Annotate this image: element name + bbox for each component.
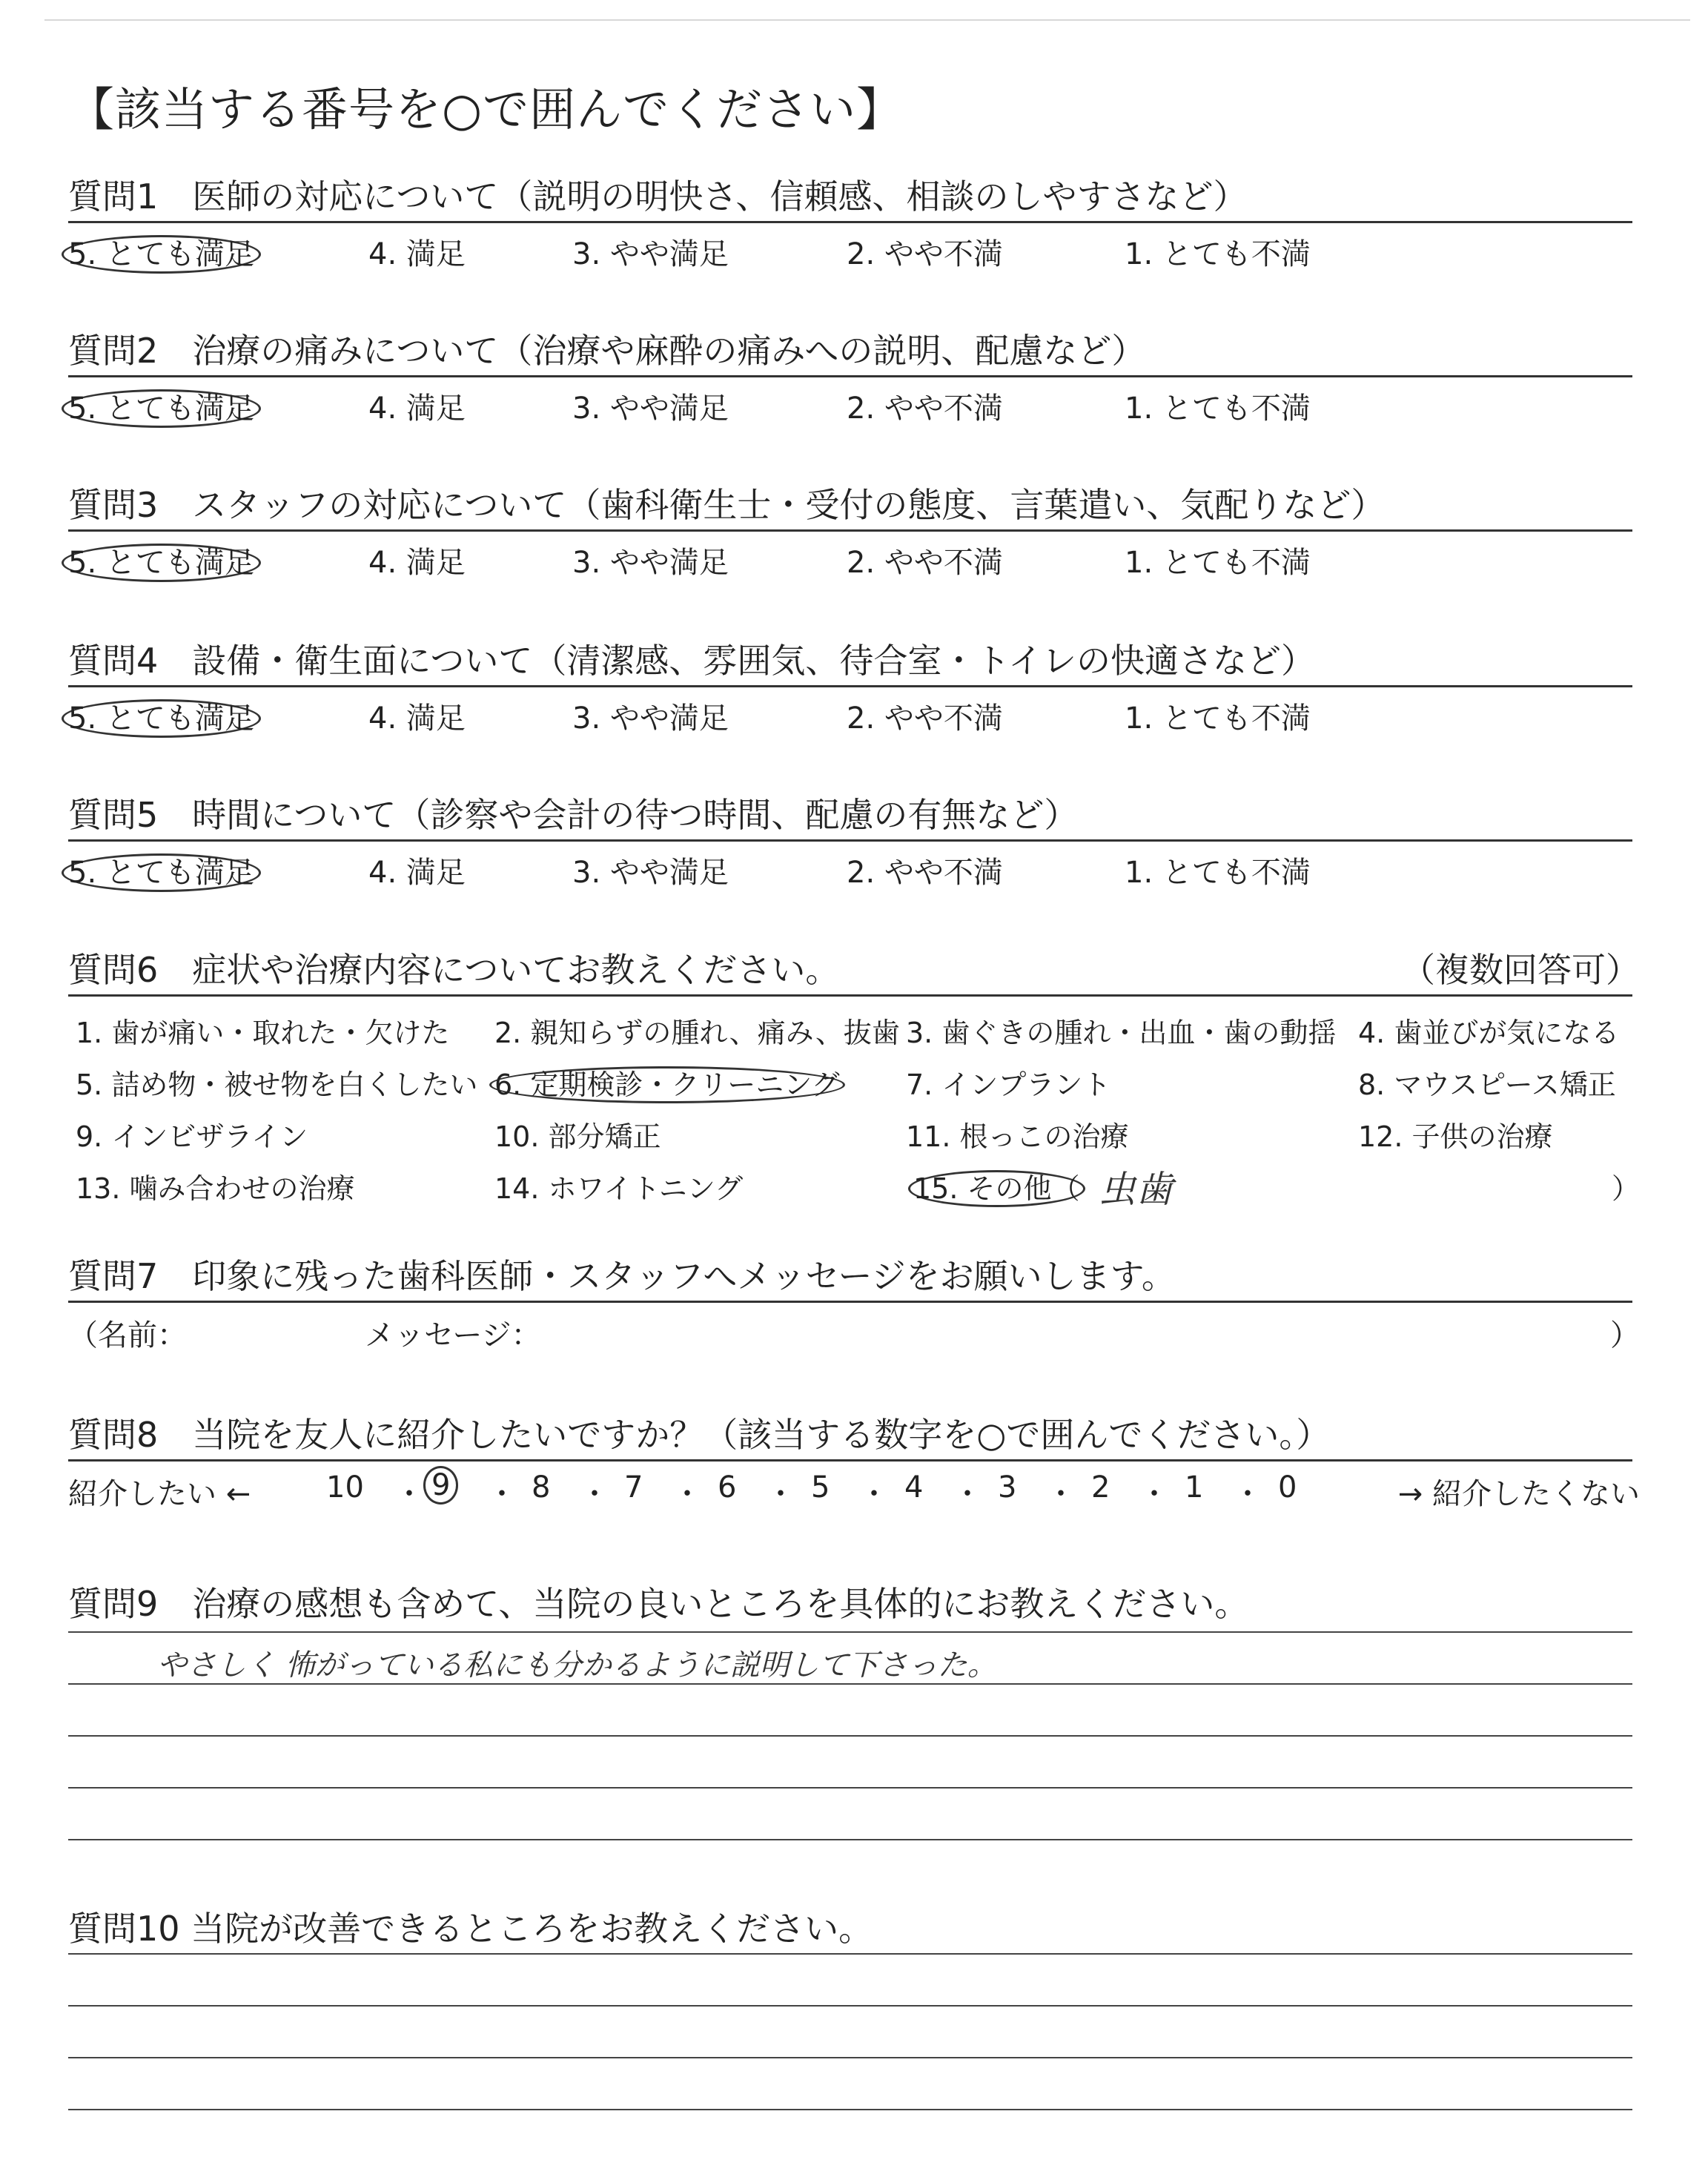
multiple-answer-note: （複数回答可） (1401, 950, 1640, 990)
option-3[interactable]: 3. やや満足 (572, 392, 729, 426)
symptom-7[interactable]: 7. インプラント (906, 1069, 1111, 1101)
symptom-12[interactable]: 12. 子供の治療 (1358, 1120, 1553, 1153)
option-3[interactable]: 3. やや満足 (572, 856, 729, 890)
answer-line (68, 1839, 1632, 1840)
scale-3[interactable]: 3 (998, 1470, 1017, 1505)
scale-right-label: → 紹介したくない (1397, 1477, 1640, 1511)
question-6 (68, 945, 1640, 1212)
other-answer[interactable]: 虫歯 (1099, 1168, 1173, 1211)
option-1[interactable]: 1. とても不満 (1125, 546, 1311, 580)
name-label: （名前： (68, 1318, 187, 1353)
option-1[interactable]: 1. とても不満 (1125, 392, 1311, 426)
symptom-15[interactable]: 15. その他（ (913, 1166, 1085, 1206)
message-label[interactable]: メッセージ： (365, 1318, 541, 1353)
symptom-3[interactable]: 3. 歯ぐきの腫れ・出血・歯の動揺 (906, 1017, 1337, 1049)
scale-5[interactable]: 5 (811, 1470, 830, 1505)
symptom-8[interactable]: 8. マウスピース矯正 (1358, 1069, 1616, 1101)
question-9 (68, 1579, 1640, 1861)
option-2[interactable]: 2. やや不満 (847, 392, 1003, 426)
option-3[interactable]: 3. やや満足 (572, 701, 729, 736)
option-2[interactable]: 2. やや不満 (847, 546, 1003, 580)
option-5[interactable]: 5. とても満足 (68, 231, 261, 273)
symptom-13[interactable]: 13. 噛み合わせの治療 (76, 1172, 355, 1205)
option-1[interactable]: 1. とても不満 (1125, 701, 1311, 736)
options-row (68, 532, 1640, 580)
option-4[interactable]: 4. 満足 (368, 546, 466, 580)
scale-dot: ・ (766, 1477, 795, 1511)
symptom-1[interactable]: 1. 歯が痛い・取れた・欠けた (76, 1017, 450, 1049)
scale-7[interactable]: 7 (624, 1470, 643, 1505)
option-3[interactable]: 3. やや満足 (572, 237, 729, 271)
option-2[interactable]: 2. やや不満 (847, 856, 1003, 890)
answer-line (68, 1735, 1632, 1737)
option-2[interactable]: 2. やや不満 (847, 237, 1003, 271)
scale-left-label: 紹介したい ← (68, 1477, 251, 1511)
option-1[interactable]: 1. とても不満 (1125, 856, 1311, 890)
answer-line (68, 1631, 1632, 1633)
scale-dot: ・ (859, 1477, 889, 1511)
scale-dot: ・ (487, 1477, 517, 1511)
options-row (68, 377, 1640, 426)
scale-2[interactable]: 2 (1091, 1470, 1110, 1505)
scale-dot: ・ (953, 1477, 982, 1511)
question-title (68, 945, 1640, 994)
question-title: 質問8 当院を友人に紹介したいですか？（該当する数字を○で囲んでください。） (68, 1415, 1331, 1455)
question-7 (68, 1252, 1640, 1353)
question-title: 質問3 スタッフの対応について（歯科衛生士・受付の態度、言葉遣い、気配りなど） (68, 485, 1386, 525)
option-3[interactable]: 3. やや満足 (572, 546, 729, 580)
scale-8[interactable]: 8 (532, 1470, 551, 1505)
scale-9[interactable]: 9 (423, 1466, 458, 1505)
symptom-10[interactable]: 10. 部分矯正 (494, 1120, 661, 1153)
answer-line (68, 1953, 1632, 1955)
options-row (68, 223, 1640, 271)
question-4 (68, 636, 1640, 736)
question-1 (68, 172, 1640, 271)
scale-6[interactable]: 6 (718, 1470, 737, 1505)
message-close: ） (1610, 1318, 1640, 1353)
option-5[interactable]: 5. とても満足 (68, 849, 261, 891)
symptom-grid (68, 997, 1640, 1212)
options-row (68, 842, 1640, 890)
option-4[interactable]: 4. 満足 (368, 856, 466, 890)
scale-1[interactable]: 1 (1185, 1470, 1204, 1505)
question-3 (68, 480, 1640, 580)
scale-0[interactable]: 0 (1278, 1470, 1297, 1505)
option-5[interactable]: 5. とても満足 (68, 695, 261, 737)
scale-dot: ・ (394, 1477, 424, 1511)
question-5 (68, 790, 1640, 890)
option-1[interactable]: 1. とても不満 (1125, 237, 1311, 271)
symptom-9[interactable]: 9. インビザライン (76, 1120, 308, 1153)
answer-line (68, 2057, 1632, 2058)
scale-dot: ・ (1046, 1477, 1076, 1511)
scale-10[interactable]: 10 (326, 1470, 364, 1505)
answer-line (68, 1787, 1632, 1789)
symptom-6[interactable]: 6. 定期検診・クリーニング (494, 1062, 845, 1103)
question-2 (68, 326, 1640, 426)
answer-line (68, 1683, 1632, 1685)
symptom-4[interactable]: 4. 歯並びが気になる (1358, 1017, 1620, 1049)
symptom-5[interactable]: 5. 詰め物・被せ物を白くしたい (76, 1069, 478, 1101)
question-8 (68, 1410, 1640, 1510)
question-title: 質問5 時間について（診察や会計の待つ時間、配慮の有無など） (68, 795, 1079, 835)
question-6-title: 質問6 症状や治療内容についてお教えください。 (68, 950, 840, 990)
scale-dot: ・ (672, 1477, 702, 1511)
other-close: ） (1611, 1172, 1640, 1205)
answer-line (68, 2005, 1632, 2007)
option-4[interactable]: 4. 満足 (368, 701, 466, 736)
question-title: 質問2 治療の痛みについて（治療や麻酔の痛みへの説明、配慮など） (68, 331, 1146, 371)
question-title: 質問9 治療の感想も含めて、当院の良いところを具体的にお教えください。 (68, 1584, 1249, 1624)
scale-4[interactable]: 4 (904, 1470, 924, 1505)
option-5[interactable]: 5. とても満足 (68, 385, 261, 427)
symptom-11[interactable]: 11. 根っこの治療 (906, 1120, 1129, 1153)
page-title: 【該当する番号を○で囲んでください】 (68, 82, 904, 136)
scale-dot: ・ (1233, 1477, 1262, 1511)
message-row (68, 1303, 1640, 1353)
symptom-2[interactable]: 2. 親知らずの腫れ、痛み、抜歯 (494, 1017, 900, 1049)
handwritten-answer[interactable]: やさしく 怖がっている私にも分かるように説明して下さった。 (157, 1648, 997, 1682)
top-border (44, 19, 1690, 21)
question-title: 質問4 設備・衛生面について（清潔感、雰囲気、待合室・トイレの快適さなど） (68, 641, 1316, 681)
scale-dot: ・ (580, 1477, 609, 1511)
options-row (68, 687, 1640, 736)
scale-dot: ・ (1139, 1477, 1169, 1511)
question-title: 質問1 医師の対応について（説明の明快さ、信頼感、相談のしやすさなど） (68, 176, 1248, 217)
recommend-scale (68, 1462, 1640, 1510)
option-2[interactable]: 2. やや不満 (847, 701, 1003, 736)
symptom-14[interactable]: 14. ホワイトニング (494, 1172, 744, 1205)
question-title: 質問10 当院が改善できるところをお教えください。 (68, 1909, 873, 1949)
option-4[interactable]: 4. 満足 (368, 237, 466, 271)
option-4[interactable]: 4. 満足 (368, 392, 466, 426)
option-5[interactable]: 5. とても満足 (68, 539, 261, 581)
question-10 (68, 1904, 1640, 2156)
answer-line (68, 2109, 1632, 2110)
question-title: 質問7 印象に残った歯科医師・スタッフへメッセージをお願いします。 (68, 1256, 1176, 1296)
